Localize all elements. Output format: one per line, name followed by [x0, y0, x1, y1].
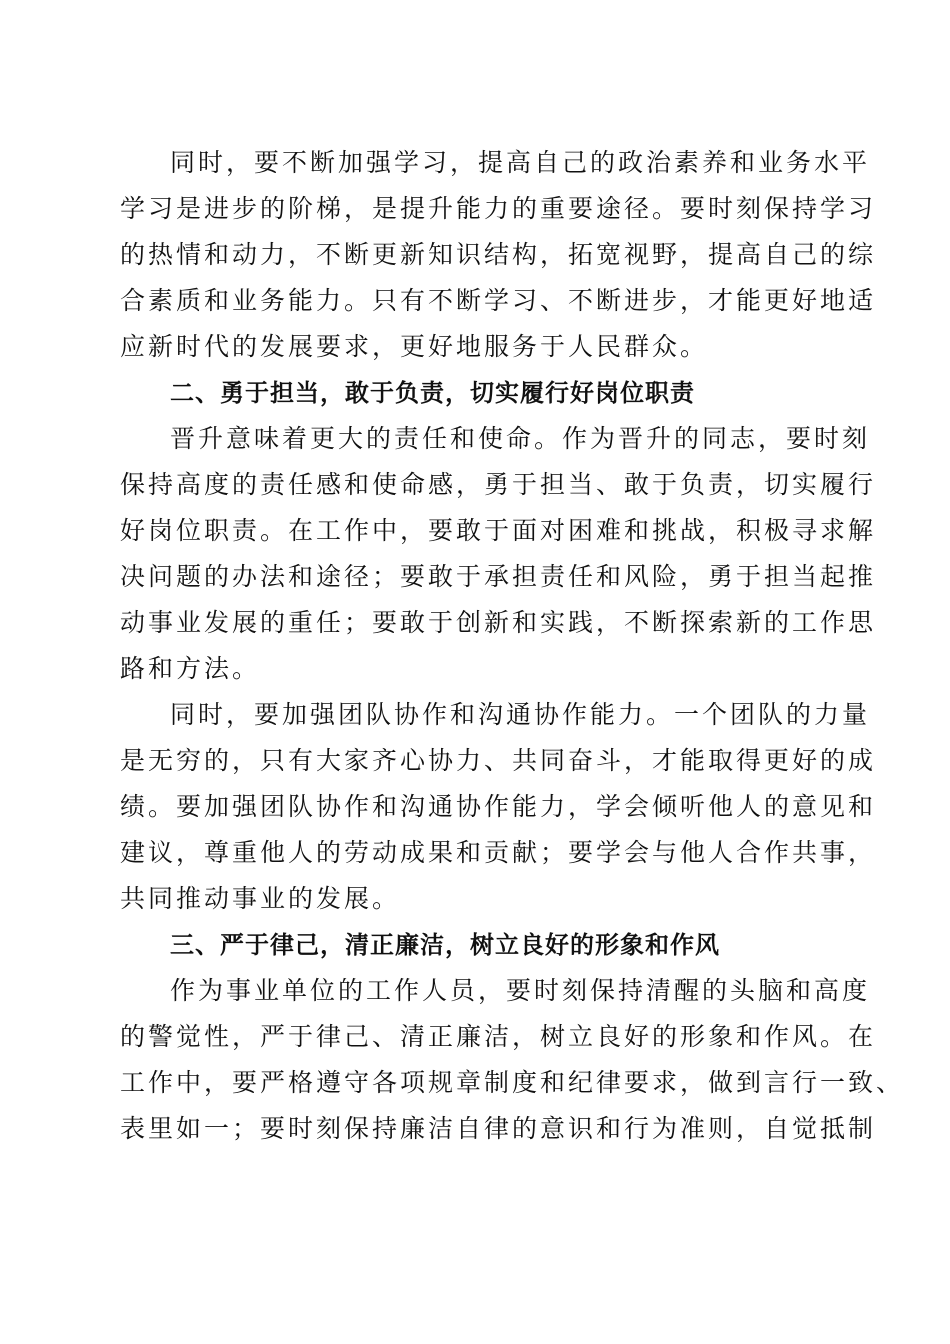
paragraph-line: 的热情和动力，不断更新知识结构，拓宽视野，提高自己的综	[120, 240, 877, 269]
paragraph-line: 绩。要加强团队协作和沟通协作能力，学会倾听他人的意见和	[120, 792, 877, 821]
paragraph-line: 共同推动事业的发展。	[120, 884, 401, 913]
paragraph-line: 合素质和业务能力。只有不断学习、不断进步，才能更好地适	[120, 286, 877, 315]
paragraph-line: 学习是进步的阶梯，是提升能力的重要途径。要时刻保持学习	[120, 194, 877, 223]
paragraph-line: 建议，尊重他人的劳动成果和贡献；要学会与他人合作共事，	[120, 838, 877, 867]
paragraph-line: 保持高度的责任感和使命感，勇于担当、敢于负责，切实履行	[120, 470, 877, 499]
section-heading-2: 二、勇于担当，敢于负责，切实履行好岗位职责	[170, 379, 695, 407]
paragraph-line: 工作中，要严格遵守各项规章制度和纪律要求，做到言行一致、	[120, 1068, 905, 1097]
paragraph-line: 路和方法。	[120, 654, 261, 683]
paragraph-line: 作为事业单位的工作人员，要时刻保持清醒的头脑和高度	[170, 976, 871, 1005]
paragraph-line: 同时，要加强团队协作和沟通协作能力。一个团队的力量	[170, 700, 871, 729]
paragraph-line: 晋升意味着更大的责任和使命。作为晋升的同志，要时刻	[170, 424, 871, 453]
paragraph-line: 表里如一；要时刻保持廉洁自律的意识和行为准则，自觉抵制	[120, 1114, 877, 1143]
paragraph-line: 同时，要不断加强学习，提高自己的政治素养和业务水平	[170, 148, 871, 177]
paragraph-line: 好岗位职责。在工作中，要敢于面对困难和挑战，积极寻求解	[120, 516, 877, 545]
paragraph-line: 是无穷的，只有大家齐心协力、共同奋斗，才能取得更好的成	[120, 746, 877, 775]
paragraph-line: 应新时代的发展要求，更好地服务于人民群众。	[120, 332, 709, 361]
section-heading-3: 三、严于律己，清正廉洁，树立良好的形象和作风	[170, 931, 720, 959]
paragraph-line: 决问题的办法和途径；要敢于承担责任和风险，勇于担当起推	[120, 562, 877, 591]
paragraph-line: 动事业发展的重任；要敢于创新和实践，不断探索新的工作思	[120, 608, 877, 637]
paragraph-line: 的警觉性，严于律己、清正廉洁，树立良好的形象和作风。在	[120, 1022, 877, 1051]
